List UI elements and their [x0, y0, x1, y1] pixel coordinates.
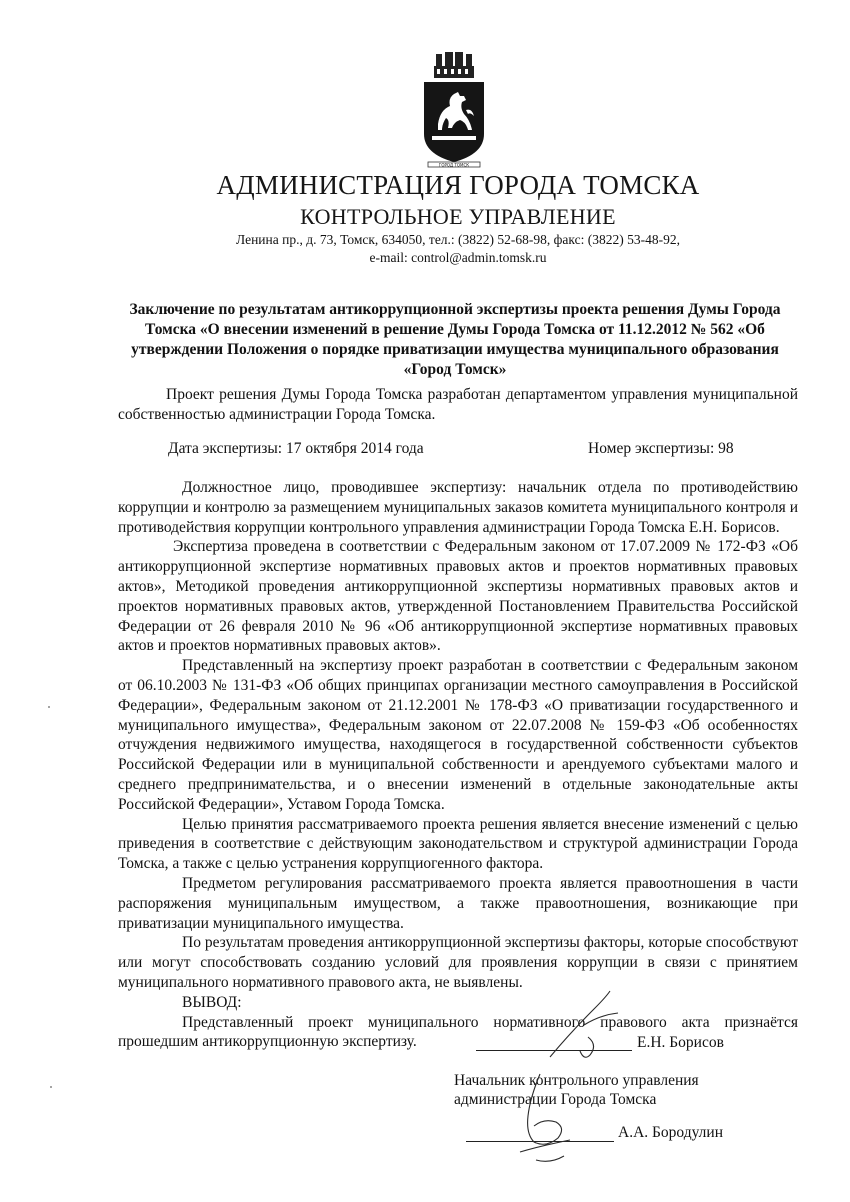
signer2-position-line: Начальник контрольного управления: [454, 1072, 699, 1089]
body-paragraph: Целью принятия рассматриваемого проекта решения является внесение изменений с целью приведения в соответствие с действующим законодательством и структурой администрации Города Томска, а также с целью устранения коррупциогенного фактора.: [118, 815, 798, 873]
body-paragraph: По результатам проведения антикоррупционной экспертизы факторы, которые способствуют или могут способствовать созданию условий для проявления коррупции в связи с принятием муниципального нормативного правового акта, не выявлены.: [118, 934, 798, 991]
email-line: e-mail: control@admin.tomsk.ru: [369, 250, 547, 265]
conclusion-label: ВЫВОД:: [182, 993, 242, 1011]
body-paragraph: Должностное лицо, проводившее экспертизу: начальник отдела по противодействию коррупции и контролю за размещением муниципальных заказов комитета муниципального контроля и противодействия коррупции контрольного управления администрации Города Томска Е.Н. Борисов.: [118, 479, 798, 536]
signer2-name: А.А. Бородулин: [618, 1124, 723, 1141]
address-line: Ленина пр., д. 73, Томск, 634050, тел.: (3822) 52-68-98, факс: (3822) 53-48-92,: [236, 232, 680, 247]
handwritten-signature-borodulin: [500, 1068, 590, 1168]
department-title: КОНТРОЛЬНОЕ УПРАВЛЕНИЕ: [300, 204, 616, 229]
body-paragraph: Предметом регулирования рассматриваемого проекта является правоотношения в части распоряжения муниципальным имуществом, а также правоотношения, возникающие при приватизации муниципального имущества.: [118, 874, 798, 932]
signer2-position-line: администрации Города Томска: [454, 1091, 657, 1108]
address-block: [0, 231, 850, 267]
body-paragraph: Представленный на экспертизу проект разработан в соответствии с Федеральным законом от 06.10.2003 № 131-ФЗ «Об общих принципах организации местного самоуправления в Российской Федерации», Федеральным законом от 21.12.2001 № 178-ФЗ «О приватизации государственного и муниципального имущества», Федеральным законом от 22.07.2008 № 159-ФЗ «Об особенностях отчуждения недвижимого имущества, находящегося в государственной собственности субъектов Российской Федерации или в муниципальной собственности и арендуемого субъектами малого и среднего предпринимательства, и о внесении изменений в отдельные законодательные акты Российской Федерации», Уставом Города Томска.: [118, 657, 798, 813]
crest-ribbon-text: ГОРОД ТОМСК: [438, 162, 470, 168]
intro-paragraph: Проект решения Думы Города Томска разработан департаментом управления муниципальной собственностью администрации Города Томска.: [118, 386, 798, 423]
crown-icon: [434, 52, 474, 78]
document-title: Заключение по результатам антикоррупционной экспертизы проекта решения Думы Города Томска «О внесении изменений в решение Думы Города Томска от 11.12.2012 № 562 «Об утверждении Положения о порядке приватизации имущества муниципального образования «Город Томск»: [129, 301, 781, 378]
signer1-name: Е.Н. Борисов: [637, 1034, 724, 1051]
document-body: [118, 478, 798, 1052]
body-paragraph: Экспертиза проведена в соответствии с Федеральным законом от 17.07.2009 № 172-ФЗ «Об антикоррупционной экспертизе нормативных правовых актов и проектов нормативных правовых актов», Методикой проведения антикоррупционной экспертизы нормативных правовых актов и проектов нормативных правовых актов, утвержденной Постановлением Правительства Российской Федерации от 26 февраля 2010 № 96 «Об антикоррупционной экспертизе нормативных правовых актов и проектов нормативных правовых актов».: [118, 538, 798, 655]
organization-title: АДМИНИСТРАЦИЯ ГОРОДА ТОМСКА: [216, 170, 700, 200]
scan-speck: [48, 706, 50, 708]
conclusion-text: Представленный проект муниципального нормативного правового акта признаётся прошедшим антикоррупционную экспертизу.: [118, 1013, 798, 1051]
coat-of-arms-emblem: [414, 50, 494, 168]
scan-speck: [50, 1086, 52, 1088]
handwritten-signature-borisov: [540, 985, 640, 1065]
expertise-date: Дата экспертизы: 17 октября 2014 года: [168, 440, 424, 457]
expertise-number: Номер экспертизы: 98: [588, 440, 734, 457]
